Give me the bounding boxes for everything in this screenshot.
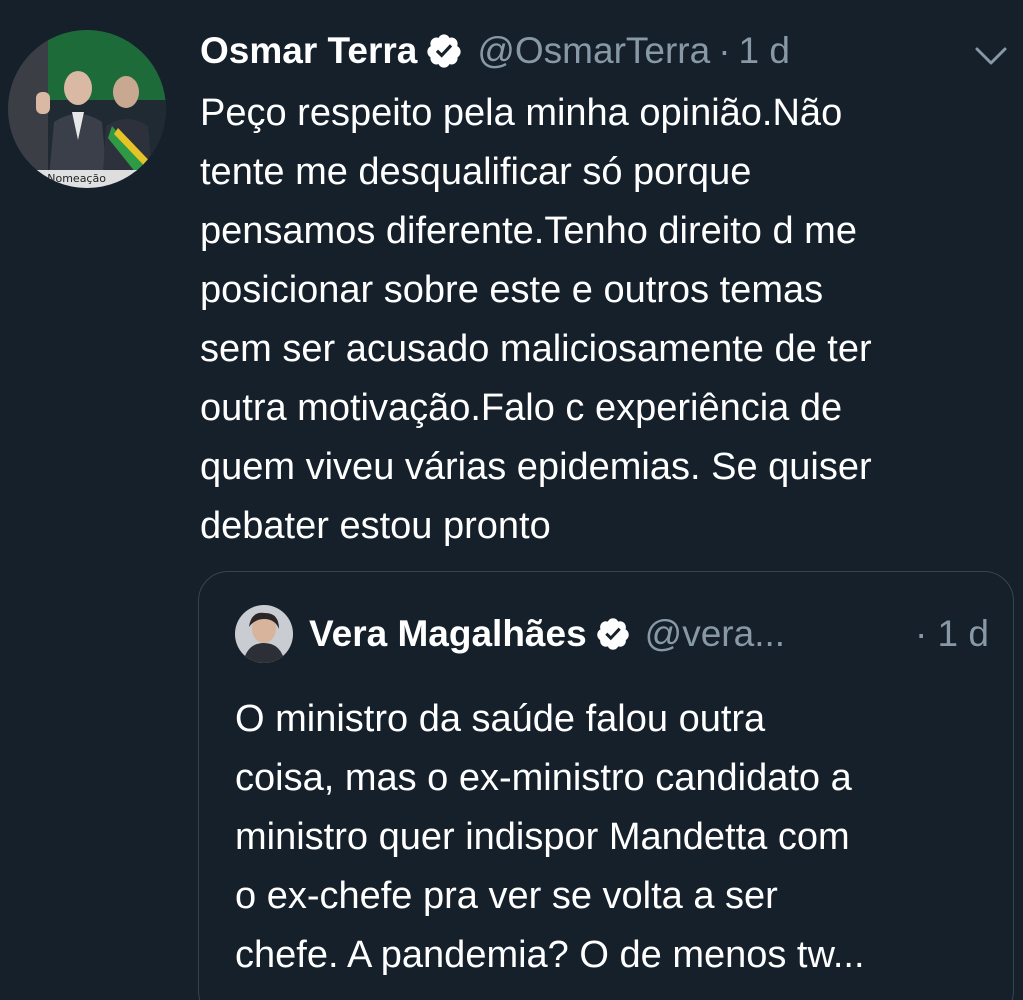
tweet-body [200,84,1010,556]
tweet-body-line: debater estou pronto [200,505,551,547]
quoted-avatar-photo-icon [235,605,293,663]
author-handle[interactable]: @OsmarTerra [477,30,711,71]
quoted-author-avatar[interactable] [235,605,293,663]
author-name[interactable]: Osmar Terra [200,30,418,71]
chevron-down-icon[interactable] [973,40,1009,70]
quoted-body-line: O ministro da saúde falou outra [235,698,766,740]
avatar-photo-icon [8,30,166,188]
quoted-body-line: ministro quer indispor Mandetta com [235,816,850,858]
quoted-author-name[interactable]: Vera Magalhães [309,613,587,654]
tweet-body-line: tente me desqualificar só porque [200,151,752,193]
tweet-body-line: quem viveu várias epidemias. Se quiser [200,446,872,488]
tweet-body-line: outra motivação.Falo c experiência de [200,387,843,429]
quoted-tweet-body [235,690,995,985]
quoted-author-handle[interactable]: @vera... [644,613,786,654]
author-avatar[interactable] [8,30,166,188]
tweet-body-line: pensamos diferente.Tenho direito d me [200,210,857,252]
avatar-caption: de Nomeação [30,172,106,185]
verified-badge-icon [425,32,463,70]
tweet-body-line: sem ser acusado maliciosamente de ter [200,328,872,370]
header-separator: · [718,30,731,71]
tweet-header [200,26,790,76]
tweet-timestamp[interactable]: 1 d [738,30,790,71]
quoted-body-line: coisa, mas o ex-ministro candidato a [235,757,852,799]
quoted-tweet-timestamp[interactable]: · 1 d [914,613,989,654]
quoted-body-line: o ex-chefe pra ver se volta a ser [235,875,778,917]
tweet-body-line: posicionar sobre este e outros temas [200,269,824,311]
quoted-body-line: chefe. A pandemia? O de menos tw... [235,934,865,976]
tweet-body-line: Peço respeito pela minha opinião.Não [200,92,843,134]
verified-badge-icon [595,616,631,652]
quoted-tweet-header [309,608,989,660]
quoted-tweet[interactable] [198,571,1014,1000]
